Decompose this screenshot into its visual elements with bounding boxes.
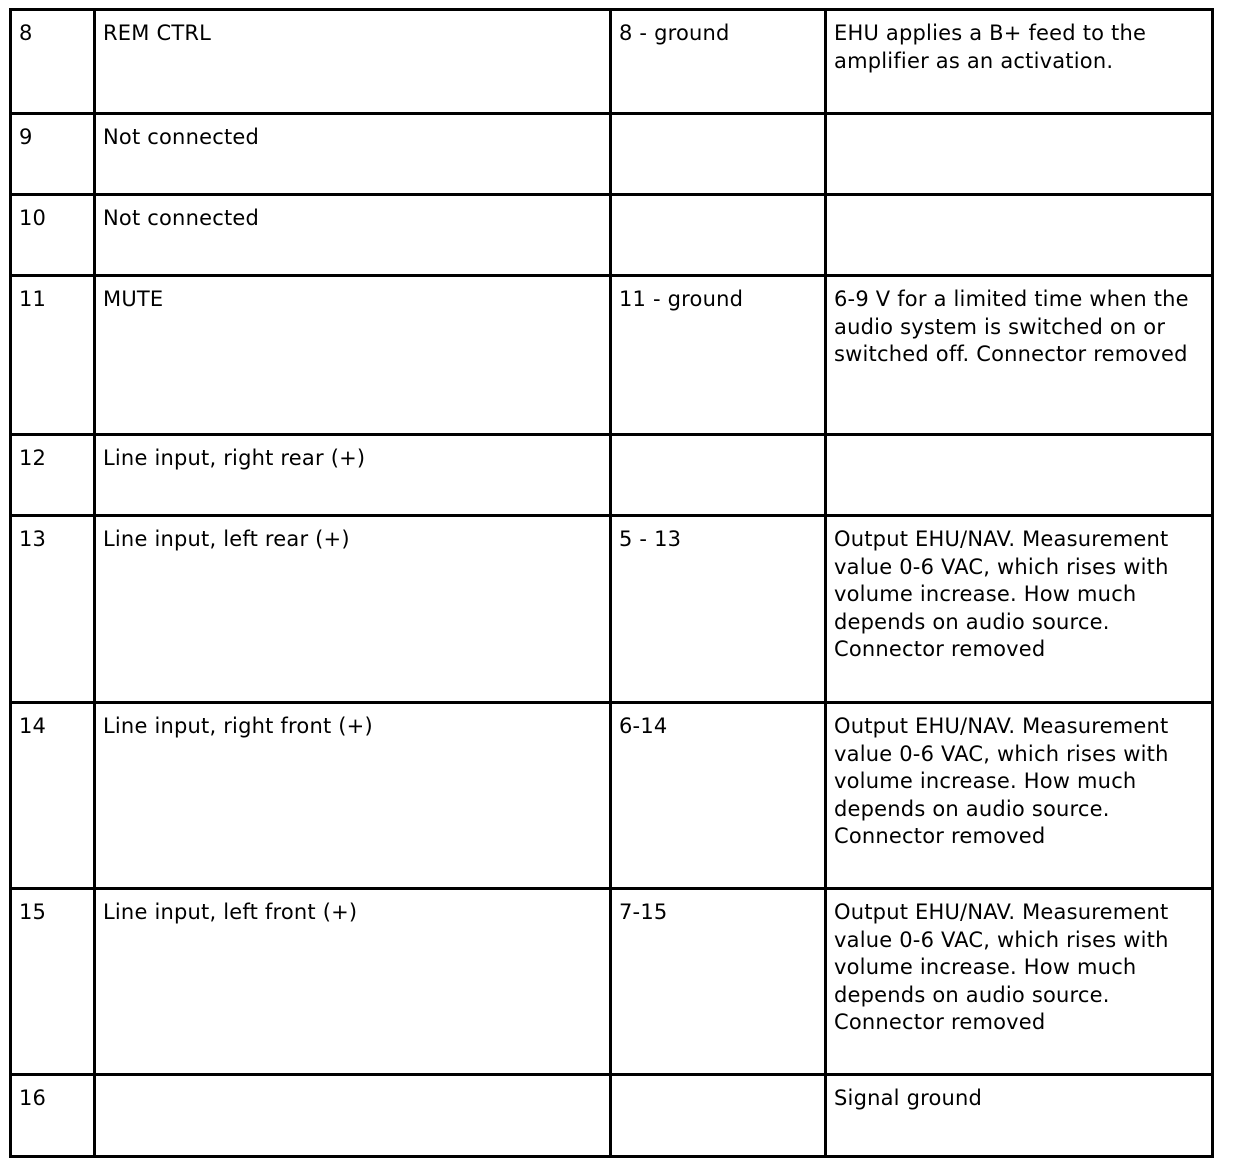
document-page [9, 8, 1211, 1158]
function-cell: Line input, right front (+) [95, 703, 611, 889]
pin-number-cell: 10 [11, 195, 95, 276]
table-row [11, 276, 1213, 435]
pin-number-cell: 8 [11, 10, 95, 114]
function-cell: Line input, right rear (+) [95, 435, 611, 516]
measurement-cell [611, 195, 826, 276]
pin-table [9, 8, 1214, 1158]
table-row [11, 516, 1213, 703]
measurement-cell: 11 - ground [611, 276, 826, 435]
pin-number-cell: 14 [11, 703, 95, 889]
pin-number-cell: 9 [11, 114, 95, 195]
measurement-cell [611, 1075, 826, 1157]
measurement-cell: 6-14 [611, 703, 826, 889]
note-cell: Signal ground [826, 1075, 1213, 1157]
function-cell: Not connected [95, 114, 611, 195]
function-cell: Not connected [95, 195, 611, 276]
note-cell: 6-9 V for a limited time when the audio system is switched on or switched off. Connector removed [826, 276, 1213, 435]
pin-number-cell: 13 [11, 516, 95, 703]
function-cell: MUTE [95, 276, 611, 435]
table-row [11, 10, 1213, 114]
pin-number-cell: 16 [11, 1075, 95, 1157]
pin-number-cell: 11 [11, 276, 95, 435]
function-cell: Line input, left rear (+) [95, 516, 611, 703]
note-cell [826, 435, 1213, 516]
pin-number-cell: 15 [11, 889, 95, 1075]
pin-number-cell: 12 [11, 435, 95, 516]
measurement-cell [611, 435, 826, 516]
note-cell: Output EHU/NAV. Measurement value 0-6 VAC, which rises with volume increase. How much depends on audio source. Connector removed [826, 889, 1213, 1075]
note-cell: Output EHU/NAV. Measurement value 0-6 VAC, which rises with volume increase. How much depends on audio source. Connector removed [826, 703, 1213, 889]
note-cell [826, 195, 1213, 276]
measurement-cell: 7-15 [611, 889, 826, 1075]
function-cell [95, 1075, 611, 1157]
measurement-cell [611, 114, 826, 195]
table-row [11, 889, 1213, 1075]
table-row [11, 114, 1213, 195]
note-cell: Output EHU/NAV. Measurement value 0-6 VAC, which rises with volume increase. How much depends on audio source. Connector removed [826, 516, 1213, 703]
measurement-cell: 5 - 13 [611, 516, 826, 703]
note-cell: EHU applies a B+ feed to the amplifier as an activation. [826, 10, 1213, 114]
note-cell [826, 114, 1213, 195]
function-cell: Line input, left front (+) [95, 889, 611, 1075]
table-row [11, 703, 1213, 889]
table-row [11, 1075, 1213, 1157]
table-row [11, 195, 1213, 276]
function-cell: REM CTRL [95, 10, 611, 114]
table-row [11, 435, 1213, 516]
measurement-cell: 8 - ground [611, 10, 826, 114]
